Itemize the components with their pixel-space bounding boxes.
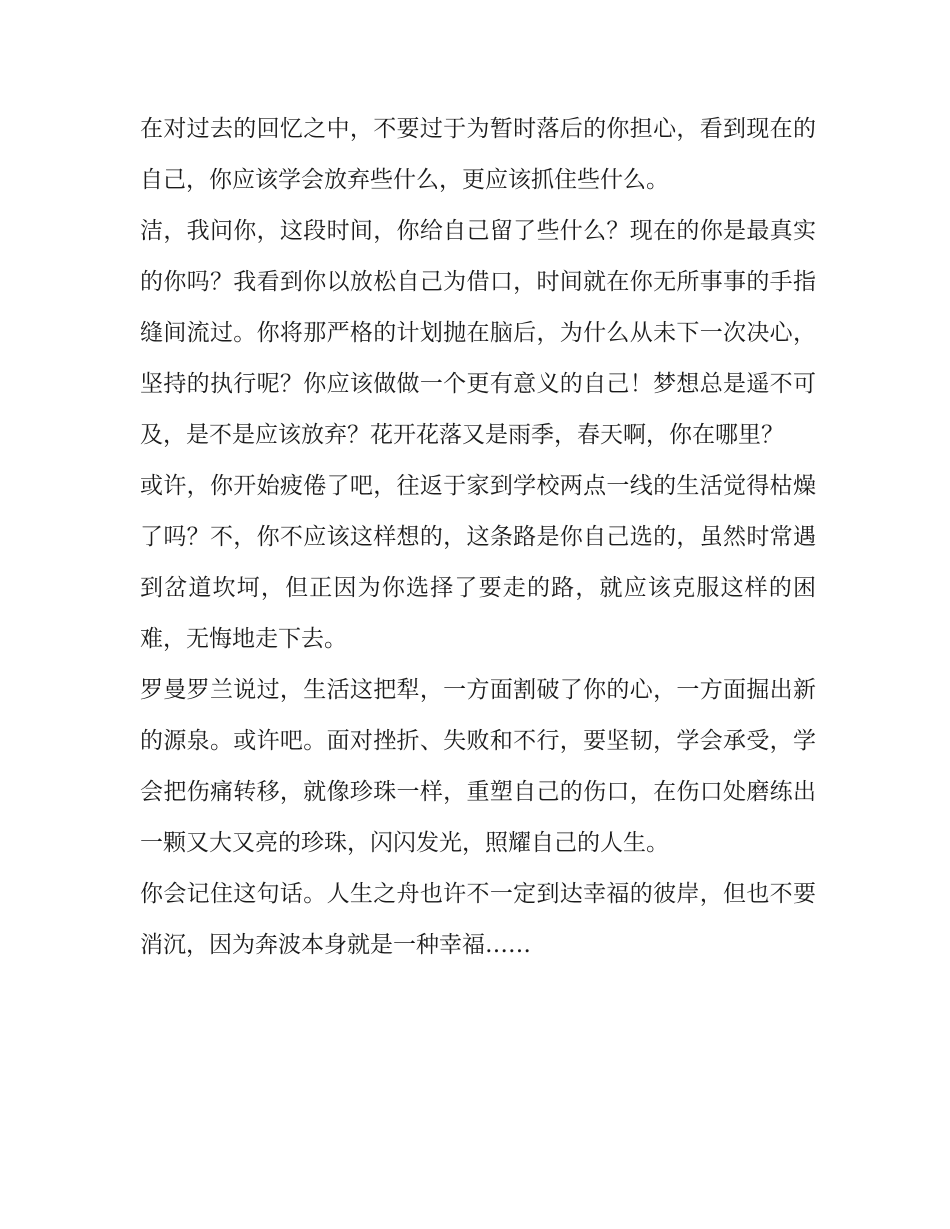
paragraph-5: 你会记住这句话。人生之舟也许不一定到达幸福的彼岸，但也不要消沉，因为奔波本身就是一种幸福…… <box>140 881 816 958</box>
paragraph-1: 在对过去的回忆之中，不要过于为暂时落后的你担心，看到现在的自己，你应该学会放弃些什么，更应该抓住些什么。 <box>140 116 816 193</box>
paragraph-2: 洁，我问你，这段时间，你给自己留了些什么？现在的你是最真实的你吗？我看到你以放松自己为借口，时间就在你无所事事的手指缝间流过。你将那严格的计划抛在脑后，为什么从未下一次决心，坚持的执行呢？你应该做做一个更有意义的自己！梦想总是遥不可及，是不是应该放弃？花开花落又是雨季，春天啊，你在哪里？ <box>140 218 816 448</box>
document-body <box>140 104 816 971</box>
paragraph-3: 或许，你开始疲倦了吧，往返于家到学校两点一线的生活觉得枯燥了吗？不，你不应该这样想的，这条路是你自己选的，虽然时常遇到岔道坎坷，但正因为你选择了要走的路，就应该克服这样的困难，无悔地走下去。 <box>140 473 816 652</box>
paragraph-4: 罗曼罗兰说过，生活这把犁，一方面割破了你的心，一方面掘出新的源泉。或许吧。面对挫折、失败和不行，要坚韧，学会承受，学会把伤痛转移，就像珍珠一样，重塑自己的伤口，在伤口处磨练出一颗又大又亮的珍珠，闪闪发光，照耀自己的人生。 <box>140 677 816 856</box>
